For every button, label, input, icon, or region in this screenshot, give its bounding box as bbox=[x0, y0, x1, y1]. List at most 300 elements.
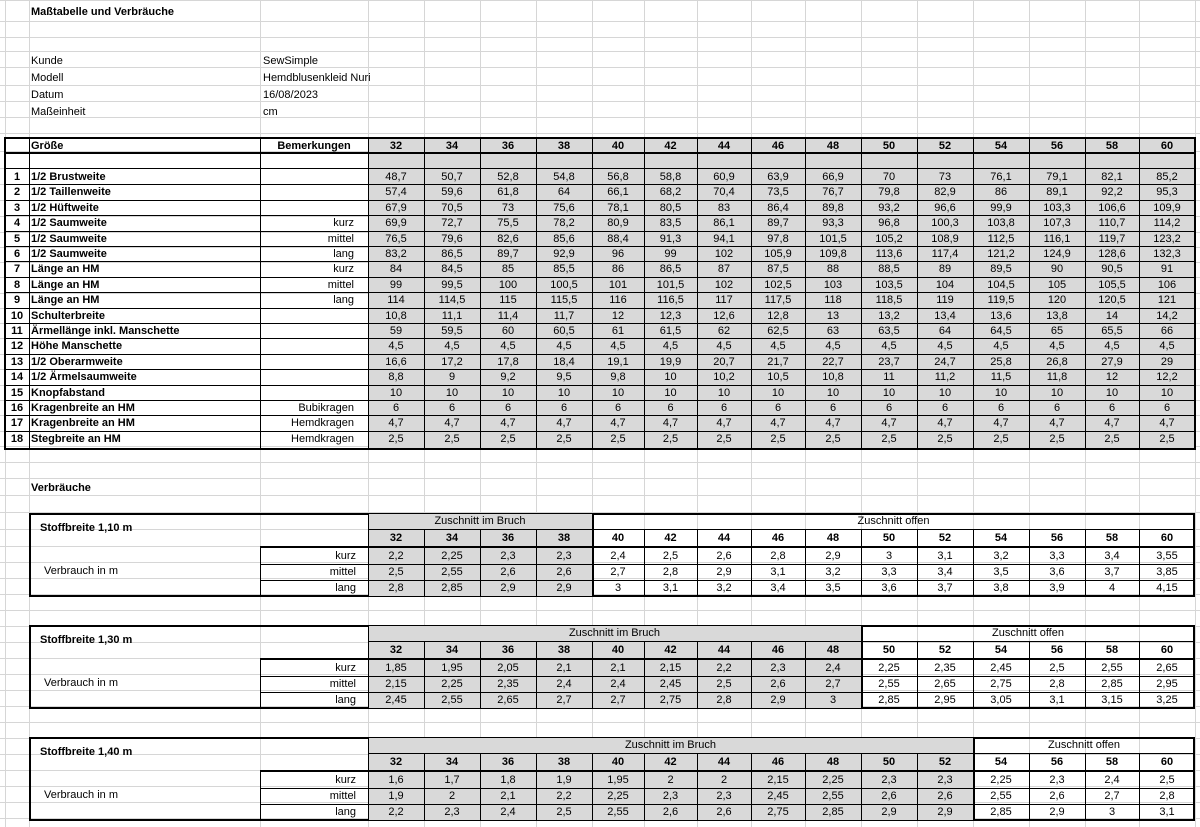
consumption-value: 2,25 bbox=[822, 774, 844, 786]
row-label: 1/2 Hüftweite bbox=[31, 202, 99, 214]
size-value: 105,2 bbox=[875, 233, 903, 245]
size-value: 2,5 bbox=[993, 433, 1009, 445]
row-remark: Bubikragen bbox=[298, 402, 354, 414]
row-remark: kurz bbox=[333, 217, 354, 229]
size-value: 10 bbox=[664, 387, 677, 399]
consumption-value: 2,3 bbox=[770, 662, 786, 674]
size-value: 4,5 bbox=[444, 340, 460, 352]
size-value: 4,7 bbox=[610, 417, 626, 429]
size-value: 69,9 bbox=[385, 217, 407, 229]
size-value: 13,8 bbox=[1046, 310, 1068, 322]
consumption-value: 2,55 bbox=[607, 806, 629, 818]
fold-label: Zuschnitt im Bruch bbox=[624, 739, 717, 751]
row-label: 1/2 Saumweite bbox=[31, 233, 107, 245]
consumption-size-38: 38 bbox=[557, 532, 571, 544]
size-value: 103,3 bbox=[1043, 202, 1071, 214]
consumption-value: 3,7 bbox=[937, 582, 953, 594]
consumption-value: 3,05 bbox=[990, 694, 1012, 706]
consumption-size-60: 60 bbox=[1160, 756, 1174, 768]
size-value: 4,7 bbox=[1049, 417, 1065, 429]
consumption-size-54: 54 bbox=[994, 532, 1008, 544]
consumption-value: 2,6 bbox=[556, 566, 572, 578]
fold-label: Zuschnitt im Bruch bbox=[568, 627, 661, 639]
row-remark: mittel bbox=[327, 279, 354, 291]
size-value: 100,3 bbox=[931, 217, 959, 229]
size-value: 95,3 bbox=[1156, 186, 1178, 198]
size-48: 48 bbox=[826, 140, 840, 152]
consumption-size-38: 38 bbox=[557, 756, 571, 768]
size-value: 99 bbox=[389, 279, 403, 291]
size-value: 68,2 bbox=[659, 186, 682, 198]
size-value: 89,8 bbox=[822, 202, 844, 214]
size-value: 4,5 bbox=[937, 340, 953, 352]
size-value: 118,5 bbox=[875, 294, 903, 306]
size-34: 34 bbox=[445, 140, 459, 152]
header-divider bbox=[260, 658, 1195, 660]
size-value: 65,5 bbox=[1101, 325, 1123, 337]
size-value: 61,8 bbox=[497, 186, 519, 198]
consumption-value: 2,4 bbox=[556, 678, 572, 690]
size-60: 60 bbox=[1160, 140, 1174, 152]
consumption-remark: kurz bbox=[335, 662, 356, 674]
size-value: 128,6 bbox=[1098, 248, 1126, 260]
consumption-value: 3,2 bbox=[716, 582, 732, 594]
consumption-value: 2,4 bbox=[610, 550, 626, 562]
consumption-value: 2,4 bbox=[1104, 774, 1120, 786]
info-value: Hemdblusenkleid Nuri bbox=[263, 72, 371, 84]
size-value: 91 bbox=[1160, 263, 1174, 275]
size-value: 10 bbox=[771, 387, 785, 399]
group-divider bbox=[368, 641, 1195, 642]
size-value: 66,1 bbox=[607, 186, 629, 198]
size-value: 10 bbox=[994, 387, 1008, 399]
size-value: 102 bbox=[714, 279, 734, 291]
consumption-size-34: 34 bbox=[445, 644, 459, 656]
consumption-value: 2,7 bbox=[556, 694, 572, 706]
size-value: 4,7 bbox=[770, 417, 786, 429]
size-value: 119,5 bbox=[987, 294, 1015, 306]
consumption-value: 2,7 bbox=[825, 678, 841, 690]
size-38: 38 bbox=[557, 140, 571, 152]
consumption-value: 3 bbox=[614, 582, 622, 594]
size-value: 6 bbox=[774, 402, 782, 414]
size-value: 123,2 bbox=[1153, 233, 1181, 245]
consumption-value: 2,95 bbox=[1156, 678, 1178, 690]
size-value: 115,5 bbox=[550, 294, 578, 306]
row-remark bbox=[262, 170, 354, 184]
consumption-size-50: 50 bbox=[882, 532, 896, 544]
consumption-value: 1,95 bbox=[441, 662, 463, 674]
row-remark bbox=[262, 370, 354, 384]
row-remark: Hemdkragen bbox=[291, 433, 354, 445]
row-label: 1/2 Ärmelsaumweite bbox=[31, 371, 137, 383]
size-value: 10 bbox=[882, 387, 896, 399]
consumption-value: 3,55 bbox=[1156, 550, 1178, 562]
size-value: 14,2 bbox=[1156, 310, 1178, 322]
row-label: Kragenbreite an HM bbox=[31, 417, 135, 429]
size-value: 86 bbox=[994, 186, 1008, 198]
consumption-size-50: 50 bbox=[882, 644, 896, 656]
consumption-value: 2,2 bbox=[716, 662, 732, 674]
size-header: Größe bbox=[31, 140, 64, 152]
consumption-value: 2,2 bbox=[388, 806, 404, 818]
consumption-size-36: 36 bbox=[501, 756, 515, 768]
size-value: 22,7 bbox=[822, 356, 844, 368]
row-number: 10 bbox=[10, 310, 24, 322]
size-value: 66,9 bbox=[822, 171, 844, 183]
size-value: 70,5 bbox=[441, 202, 463, 214]
remarks-header: Bemerkungen bbox=[277, 140, 351, 152]
size-value: 83,2 bbox=[385, 248, 407, 260]
size-value: 24,7 bbox=[934, 356, 956, 368]
size-value: 76,1 bbox=[990, 171, 1012, 183]
consumption-remark: lang bbox=[335, 806, 356, 818]
consumption-value: 2,4 bbox=[610, 678, 626, 690]
consumption-value: 4 bbox=[1108, 582, 1116, 594]
size-value: 117,4 bbox=[931, 248, 959, 260]
consumption-remark: mittel bbox=[329, 566, 356, 578]
size-value: 59,5 bbox=[441, 325, 463, 337]
consumption-label: Verbrauch in m bbox=[44, 789, 118, 801]
size-value: 21,7 bbox=[767, 356, 789, 368]
row-label: 1/2 Saumweite bbox=[31, 217, 107, 229]
size-value: 64,5 bbox=[990, 325, 1012, 337]
size-value: 18,4 bbox=[553, 356, 575, 368]
size-value: 113,6 bbox=[875, 248, 903, 260]
size-value: 85,2 bbox=[1156, 171, 1178, 183]
consumption-value: 3 bbox=[885, 550, 893, 562]
consumption-value: 2,15 bbox=[767, 774, 789, 786]
column-divider bbox=[260, 770, 261, 821]
row-number: 16 bbox=[10, 402, 24, 414]
consumption-size-46: 46 bbox=[771, 756, 785, 768]
size-value: 92,9 bbox=[553, 248, 575, 260]
consumption-size-52: 52 bbox=[938, 756, 952, 768]
consumption-value: 2,75 bbox=[767, 806, 789, 818]
consumption-value: 3,4 bbox=[770, 582, 786, 594]
consumption-value: 3,6 bbox=[881, 582, 897, 594]
size-value: 89 bbox=[938, 263, 952, 275]
size-value: 83 bbox=[717, 202, 731, 214]
size-value: 86,5 bbox=[659, 263, 682, 275]
size-value: 6 bbox=[941, 402, 949, 414]
consumption-size-36: 36 bbox=[501, 644, 515, 656]
size-value: 76,5 bbox=[385, 233, 407, 245]
size-value: 109,8 bbox=[819, 248, 847, 260]
size-value: 79,1 bbox=[1046, 171, 1068, 183]
size-value: 11,7 bbox=[553, 310, 575, 322]
size-value: 84 bbox=[389, 263, 403, 275]
consumption-value: 2,6 bbox=[716, 806, 732, 818]
size-value: 90 bbox=[1050, 263, 1064, 275]
row-remark bbox=[262, 324, 354, 338]
size-value: 56,8 bbox=[607, 171, 629, 183]
consumption-value: 2 bbox=[448, 790, 456, 802]
row-remark: kurz bbox=[333, 263, 354, 275]
size-value: 11 bbox=[883, 371, 895, 383]
size-value: 6 bbox=[448, 402, 456, 414]
consumption-value: 2,6 bbox=[937, 790, 953, 802]
size-value: 4,5 bbox=[556, 340, 572, 352]
row-number: 6 bbox=[13, 248, 21, 260]
size-value: 6 bbox=[720, 402, 728, 414]
size-value: 17,2 bbox=[441, 356, 463, 368]
consumption-value: 2,05 bbox=[497, 662, 519, 674]
size-value: 75,6 bbox=[553, 202, 575, 214]
size-value: 13,4 bbox=[934, 310, 956, 322]
consumption-value: 2,6 bbox=[662, 806, 679, 818]
size-value: 6 bbox=[504, 402, 512, 414]
consumption-size-52: 52 bbox=[938, 644, 952, 656]
size-value: 26,8 bbox=[1046, 356, 1068, 368]
size-value: 4,7 bbox=[881, 417, 897, 429]
size-value: 61,5 bbox=[659, 325, 682, 337]
size-value: 10 bbox=[717, 387, 731, 399]
row-label: Ärmellänge inkl. Manschette bbox=[31, 325, 180, 337]
consumption-value: 3,9 bbox=[1049, 582, 1065, 594]
size-54: 54 bbox=[994, 140, 1008, 152]
size-value: 29 bbox=[1160, 356, 1174, 368]
size-value: 13,6 bbox=[990, 310, 1012, 322]
size-value: 61 bbox=[611, 325, 625, 337]
consumption-size-54: 54 bbox=[994, 756, 1008, 768]
consumption-value: 2,25 bbox=[878, 662, 900, 674]
consumption-title: Verbräuche bbox=[31, 482, 91, 494]
size-value: 101 bbox=[608, 279, 628, 291]
consumption-value: 3,85 bbox=[1156, 566, 1178, 578]
size-40: 40 bbox=[611, 140, 625, 152]
consumption-value: 2,45 bbox=[767, 790, 789, 802]
size-value: 4,5 bbox=[716, 340, 732, 352]
consumption-label: Verbrauch in m bbox=[44, 677, 118, 689]
consumption-value: 2,65 bbox=[1156, 662, 1178, 674]
size-value: 2,5 bbox=[881, 433, 897, 445]
consumption-value: 2,55 bbox=[878, 678, 900, 690]
consumption-size-32: 32 bbox=[389, 756, 403, 768]
size-value: 100,5 bbox=[550, 279, 578, 291]
size-value: 25,8 bbox=[990, 356, 1012, 368]
size-value: 124,9 bbox=[1043, 248, 1071, 260]
size-value: 6 bbox=[560, 402, 568, 414]
consumption-value: 2,6 bbox=[770, 678, 786, 690]
row-number: 15 bbox=[10, 387, 24, 399]
size-value: 54,8 bbox=[553, 171, 575, 183]
size-value: 4,5 bbox=[388, 340, 404, 352]
size-value: 4,7 bbox=[1159, 417, 1175, 429]
info-value: cm bbox=[263, 106, 278, 118]
row-remark: Hemdkragen bbox=[291, 417, 354, 429]
size-value: 2,5 bbox=[1104, 433, 1120, 445]
consumption-value: 4,15 bbox=[1156, 582, 1178, 594]
consumption-value: 2,9 bbox=[716, 566, 732, 578]
consumption-remark: mittel bbox=[329, 790, 356, 802]
size-value: 110,7 bbox=[1098, 217, 1126, 229]
size-value: 6 bbox=[392, 402, 400, 414]
size-value: 121,2 bbox=[987, 248, 1015, 260]
size-value: 63,9 bbox=[767, 171, 789, 183]
consumption-value: 3,2 bbox=[825, 566, 841, 578]
size-value: 107,3 bbox=[1043, 217, 1071, 229]
consumption-value: 2,7 bbox=[610, 694, 626, 706]
consumption-value: 2,7 bbox=[610, 566, 626, 578]
consumption-value: 2,3 bbox=[662, 790, 679, 802]
consumption-size-32: 32 bbox=[389, 644, 403, 656]
size-value: 103,8 bbox=[987, 217, 1015, 229]
row-label: 1/2 Brustweite bbox=[31, 171, 106, 183]
size-value: 9 bbox=[448, 371, 456, 383]
size-value: 64 bbox=[938, 325, 952, 337]
size-value: 89,5 bbox=[990, 263, 1012, 275]
consumption-value: 2,9 bbox=[556, 582, 572, 594]
consumption-value: 2,3 bbox=[937, 774, 953, 786]
size-value: 103 bbox=[823, 279, 843, 291]
size-value: 114,2 bbox=[1153, 217, 1181, 229]
consumption-remark: kurz bbox=[335, 774, 356, 786]
consumption-value: 2,1 bbox=[610, 662, 626, 674]
consumption-value: 2,65 bbox=[497, 694, 519, 706]
size-value: 10 bbox=[664, 371, 677, 383]
consumption-size-58: 58 bbox=[1105, 756, 1119, 768]
size-value: 10 bbox=[826, 387, 840, 399]
column-divider bbox=[260, 546, 261, 597]
size-value: 2,5 bbox=[662, 433, 679, 445]
size-value: 119 bbox=[936, 294, 954, 306]
consumption-value: 2,9 bbox=[500, 582, 516, 594]
consumption-value: 1,9 bbox=[556, 774, 572, 786]
consumption-value: 2,45 bbox=[659, 678, 682, 690]
grid-row-line bbox=[0, 478, 1200, 479]
info-label: Datum bbox=[31, 89, 64, 101]
consumption-value: 2,6 bbox=[716, 550, 732, 562]
size-value: 86,5 bbox=[441, 248, 463, 260]
size-value: 12,2 bbox=[1156, 371, 1178, 383]
row-number: 11 bbox=[11, 325, 23, 337]
size-value: 65 bbox=[1050, 325, 1064, 337]
consumption-value: 2,25 bbox=[441, 678, 463, 690]
size-value: 9,8 bbox=[610, 371, 626, 383]
grid-row-line bbox=[0, 462, 1200, 463]
size-value: 4,5 bbox=[662, 340, 679, 352]
size-value: 101,5 bbox=[819, 233, 847, 245]
size-value: 4,5 bbox=[1159, 340, 1175, 352]
consumption-value: 2,2 bbox=[388, 550, 404, 562]
consumption-size-44: 44 bbox=[717, 532, 731, 544]
grid-row-line bbox=[0, 722, 1200, 723]
consumption-value: 2,45 bbox=[385, 694, 407, 706]
consumption-size-44: 44 bbox=[717, 756, 731, 768]
consumption-value: 2,3 bbox=[556, 550, 572, 562]
grid-row-line bbox=[0, 51, 1200, 52]
consumption-value: 3,4 bbox=[1104, 550, 1120, 562]
size-value: 80,9 bbox=[607, 217, 629, 229]
grid-row-line bbox=[0, 0, 1200, 1]
grid-row-line bbox=[0, 133, 1200, 134]
size-value: 10 bbox=[501, 387, 515, 399]
consumption-value: 2,85 bbox=[441, 582, 463, 594]
consumption-value: 2,5 bbox=[556, 806, 572, 818]
row-number: 17 bbox=[10, 417, 24, 429]
row-label: 1/2 Oberarmweite bbox=[31, 356, 123, 368]
grid-row-line bbox=[0, 495, 1200, 496]
size-value: 114 bbox=[387, 294, 405, 306]
size-value: 4,7 bbox=[825, 417, 841, 429]
size-value: 10 bbox=[1160, 387, 1174, 399]
consumption-value: 2,6 bbox=[881, 790, 897, 802]
size-value: 58,8 bbox=[659, 171, 682, 183]
row-remark bbox=[262, 355, 354, 369]
size-58: 58 bbox=[1105, 140, 1119, 152]
size-value: 86,4 bbox=[767, 202, 789, 214]
fabric-width-label: Stoffbreite 1,40 m bbox=[40, 746, 133, 758]
size-value: 78,2 bbox=[553, 217, 575, 229]
consumption-size-40: 40 bbox=[611, 532, 625, 544]
size-value: 112,5 bbox=[987, 233, 1015, 245]
size-value: 17,8 bbox=[497, 356, 519, 368]
consumption-value: 2,5 bbox=[662, 550, 679, 562]
size-value: 6 bbox=[829, 402, 837, 414]
size-42: 42 bbox=[664, 140, 677, 152]
size-value: 2,5 bbox=[610, 433, 626, 445]
size-value: 12,6 bbox=[713, 310, 735, 322]
size-value: 4,7 bbox=[716, 417, 732, 429]
size-value: 121 bbox=[1157, 294, 1177, 306]
consumption-value: 2,6 bbox=[500, 566, 516, 578]
row-remark bbox=[262, 339, 354, 353]
size-value: 76,7 bbox=[822, 186, 844, 198]
size-value: 2,5 bbox=[770, 433, 786, 445]
size-value: 97,8 bbox=[767, 233, 789, 245]
consumption-size-32: 32 bbox=[389, 532, 403, 544]
size-value: 11,2 bbox=[934, 371, 956, 383]
row-divider bbox=[4, 168, 1196, 169]
consumption-value: 3,1 bbox=[937, 550, 953, 562]
size-value: 4,7 bbox=[662, 417, 679, 429]
consumption-value: 3,1 bbox=[770, 566, 786, 578]
open-label: Zuschnitt offen bbox=[992, 627, 1064, 639]
consumption-size-48: 48 bbox=[826, 756, 840, 768]
info-value: SewSimple bbox=[263, 55, 319, 67]
size-value: 73,5 bbox=[767, 186, 789, 198]
size-value: 12,8 bbox=[767, 310, 789, 322]
consumption-size-60: 60 bbox=[1160, 532, 1174, 544]
consumption-value: 3,15 bbox=[1101, 694, 1123, 706]
size-value: 2,5 bbox=[825, 433, 841, 445]
consumption-value: 3,5 bbox=[825, 582, 841, 594]
row-label: Stegbreite an HM bbox=[31, 433, 121, 445]
page-title: Maßtabelle und Verbräuche bbox=[31, 6, 175, 18]
consumption-value: 2,5 bbox=[1159, 774, 1175, 786]
consumption-value: 2,9 bbox=[937, 806, 953, 818]
size-value: 6 bbox=[1108, 402, 1116, 414]
row-label: Länge an HM bbox=[31, 279, 100, 291]
consumption-size-38: 38 bbox=[557, 644, 571, 656]
size-value: 73 bbox=[938, 171, 952, 183]
size-value: 118 bbox=[824, 294, 842, 306]
consumption-size-48: 48 bbox=[826, 644, 840, 656]
consumption-value: 2,25 bbox=[607, 790, 629, 802]
size-value: 10 bbox=[445, 387, 459, 399]
consumption-value: 2,8 bbox=[716, 694, 732, 706]
row-remark: mittel bbox=[327, 233, 354, 245]
size-value: 59,6 bbox=[441, 186, 463, 198]
size-value: 109,9 bbox=[1153, 202, 1181, 214]
consumption-value: 1,8 bbox=[500, 774, 516, 786]
consumption-value: 2,55 bbox=[1101, 662, 1123, 674]
size-value: 6 bbox=[1053, 402, 1061, 414]
size-value: 88,5 bbox=[878, 263, 900, 275]
size-value: 2,5 bbox=[937, 433, 953, 445]
consumption-size-58: 58 bbox=[1105, 644, 1119, 656]
